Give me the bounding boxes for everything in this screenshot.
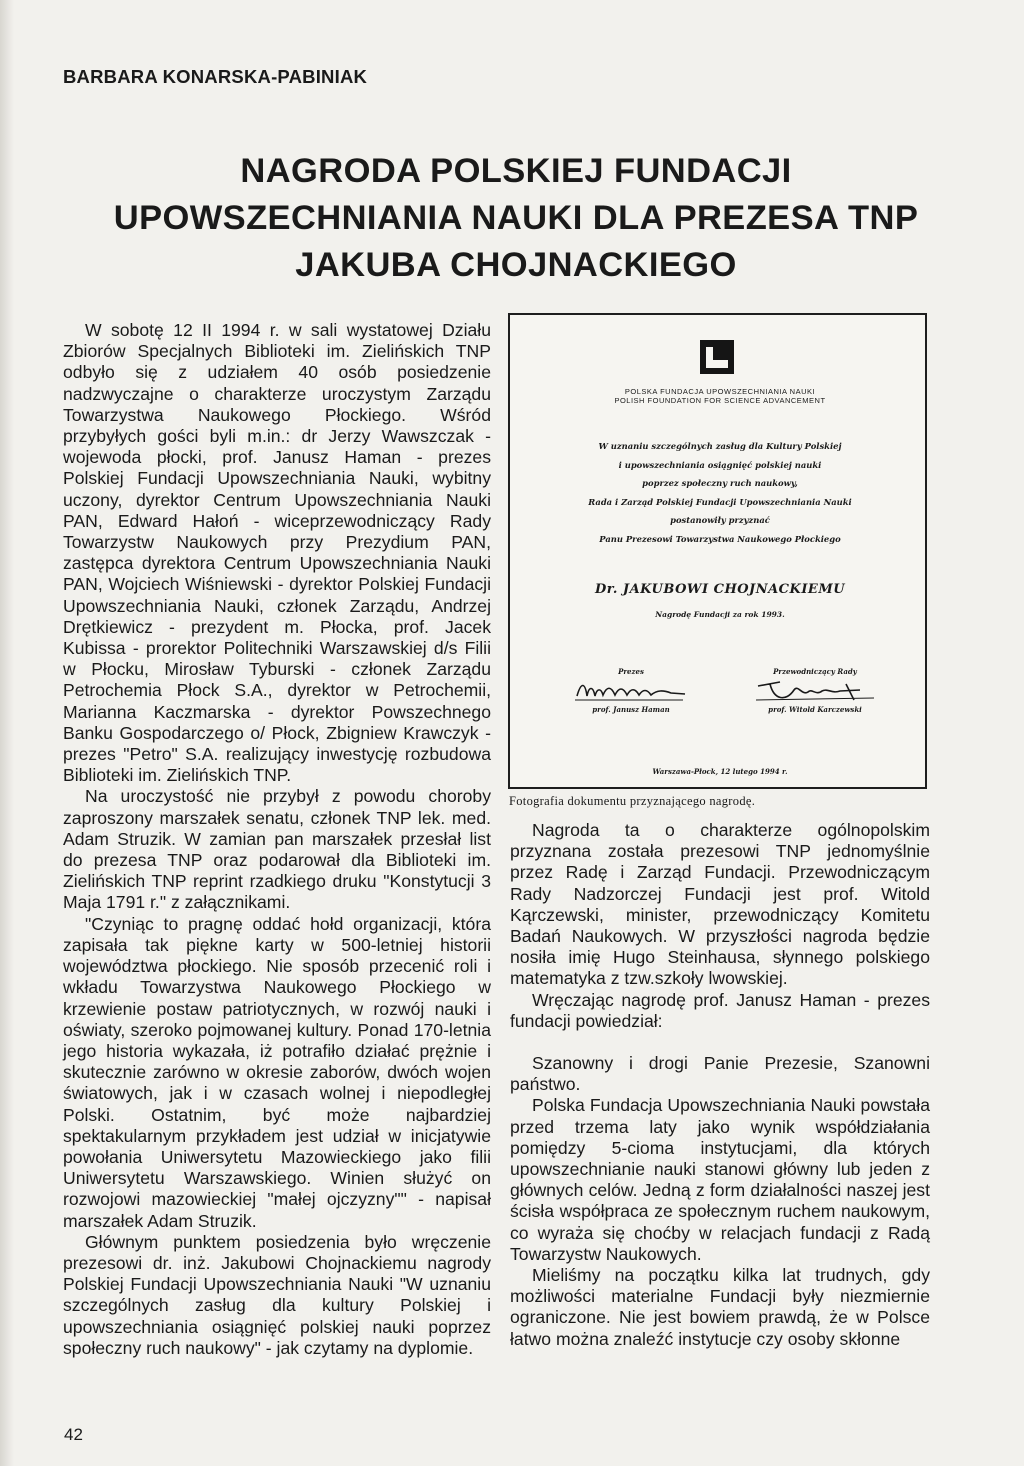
article-title — [70, 148, 962, 289]
signature-left: Prezes prof. Janusz Haman — [546, 667, 716, 714]
diploma-organization: POLSKA FUNDACJA UPOWSZECHNIANIA NAUKI POLISH FOUNDATION FOR SCIENCE ADVANCEMENT — [614, 387, 826, 405]
paragraph: Głównym punktem posiedzenia było wręczenie prezesowi dr. inż. Jakubowi Chojnackiemu nagrody Polskiej Fundacji Upowszechniania Nauki "W uznaniu szczególnych zasług dla kultury Polskiej i upowszechniania osiągnięć polskiej nauki poprzez społeczny ruch naukowy" - jak czytamy na dyplomie. — [63, 1231, 491, 1358]
title-line-2: UPOWSZECHNIANIA NAUKI DLA PREZESA TNP — [113, 199, 919, 237]
diploma-place-date: Warszawa-Płock, 12 lutego 1994 r. — [652, 767, 788, 776]
diploma-text: W uznaniu szczególnych zasług dla Kultury Polskiej i upowszechniania osiągnięć polskiej nauki poprzez społeczny ruch naukowy, Rada i Zarząd Polskiej Fundacji Upowszechniania Nauki postanowiły przyznać Panu Prezesowi Towarzystwa Naukowego Płockiego — [588, 441, 852, 544]
figure-caption: Fotografia dokumentu przyznającego nagrodę. — [509, 794, 756, 808]
foundation-logo-icon — [700, 340, 734, 374]
paragraph: Mieliśmy na początku kilka lat trudnych, gdy możliwości materialne Fundacji były niezmiernie ograniczone. Nie jest bowiem prawdą, że w Polsce łatwo można znaleźć instytucje czy osoby skłonne — [510, 1265, 930, 1349]
page-number: 42 — [64, 1425, 83, 1444]
signature-right: Przewodniczący Rady prof. Witold Karczewski — [730, 667, 900, 714]
handwritten-signature-icon — [750, 678, 880, 704]
paragraph: Nagroda ta o charakterze ogólnopolskim przyznana została prezesowi TNP jednomyślnie przez Radę i Zarząd Fundacji. Przewodniczącym Rady Nadzorczej Fundacji jest prof. Witold Kąrczewski, minister, przewodniczący Komitetu Badań Naukowych. W przyszłości nagroda będzie nosiła imię Hugo Steinhausa, słynnego polskiego matematyka z tzw.szkoły lwowskiej. — [510, 820, 930, 989]
title-line-3: JAKUBA CHOJNACKIEGO — [295, 246, 737, 284]
paragraph: Szanowny i drogi Panie Prezesie, Szanowni państwo. — [510, 1053, 930, 1095]
right-column — [510, 820, 930, 1350]
paragraph: Na uroczystość nie przybył z powodu choroby zaproszony marszałek senatu, członek TNP lek. med. Adam Struzik. W zamian pan marszałek przesłał list do prezesa TNP oraz podarował dla Biblioteki im. Zielińskich TNP reprint rzadkiego druku "Konstytucji 3 Maja 1791 r." z załącznikami. — [63, 786, 491, 913]
diploma-photo — [508, 313, 927, 789]
paragraph: "Czyniąc to pragnę oddać hołd organizacji, która zapisała tak piękne karty w 500-letniej historii województwa płockiego. Nie sposób przecenić roli i wkładu Towarzystwa Naukowego Płockiego w krzewienie postaw patriotycznych, w rozwój nauki i oświaty, szeroko pojmowanej kultury. Ponad 170-letnia jego historia wykazała, iż potrafiło działać prężnie i skutecznie zarówno w okresie zaborów, dwóch wojen światowych, jak i w czasach wolnej i niepodległej Polski. Ostatnim, być może najbardziej spektakularnym przykładem jest udział w inicjatywie powołania Uniwersytetu Mazowieckiego jako filii Uniwersytetu Warszawskiego. Winien służyć on rozwojowi mazowieckiej "małej ojczyzny"" - napisał marszałek Adam Struzik. — [63, 913, 491, 1231]
diploma-recipient: Dr. JAKUBOWI CHOJNACKIEMU — [594, 582, 846, 597]
author-name: BARBARA KONARSKA-PABINIAK — [63, 66, 368, 87]
paragraph: Wręczając nagrodę prof. Janusz Haman - prezes fundacji powiedział: — [510, 989, 930, 1031]
left-column — [63, 320, 491, 1359]
diploma-award-line: Nagrodę Fundacji za rok 1993. — [655, 610, 785, 619]
page-edge — [0, 0, 14, 1466]
title-line-1: NAGRODA POLSKIEJ FUNDACJI — [240, 152, 792, 190]
paragraph: W sobotę 12 II 1994 r. w sali wystatowej Działu Zbiorów Specjalnych Biblioteki im. Zielińskich TNP odbyło się z udziałem 40 osób posiedzenie nadzwyczajne o charakterze uroczystym Zarządu Towarzystwa Naukowego Płockiego. Wśród przybyłych gości byli m.in.: dr Jerzy Wawszczak - wojewoda płocki, prof. Janusz Haman - prezes Polskiej Fundacji Upowszechniania Nauki, wybitny uczony, dyrektor Centrum Upowszechniania Nauki PAN, Edward Hałoń - wiceprzewodniczący Rady Towarzystw Naukowych przy Prezydium PAN, zastępca dyrektora Centrum Upowszechniania Nauki PAN, Wojciech Wiśniewski - dyrektor Polskiej Fundacji Upowszechniania Nauki, członek Zarządu, Andrzej Drętkiewicz - prezydent m. Płocka, prof. Jacek Kubissa - prorektor Politechniki Warszawskiej d/s Filii w Płocku, Mirosław Tyburski - członek Zarządu Petrochemia Płock S.A., dyrektor w Petrochemii, Marianna Kaczmarska - dyrektor Powszechnego Banku Gospodarczego o/ Płock, Zbigniew Krawczyk - prezes "Petro" S.A. realizujący inwestycję rozbudowa Biblioteki im. Zielińskich TNP. — [63, 320, 491, 786]
handwritten-signature-icon — [571, 678, 691, 704]
paragraph: Polska Fundacja Upowszechniania Nauki powstała przed trzema laty jako wynik współdziałania pomiędzy 5-cioma instytucjami, dla których upowszechnianie nauki stanowi główny lub jeden z głównych celów. Jedną z form działalności naszej jest ścisła współpraca ze społecznym ruchem naukowym, co wyraża się choćby w relacjach fundacji z Radą Towarzystw Naukowych. — [510, 1095, 930, 1264]
